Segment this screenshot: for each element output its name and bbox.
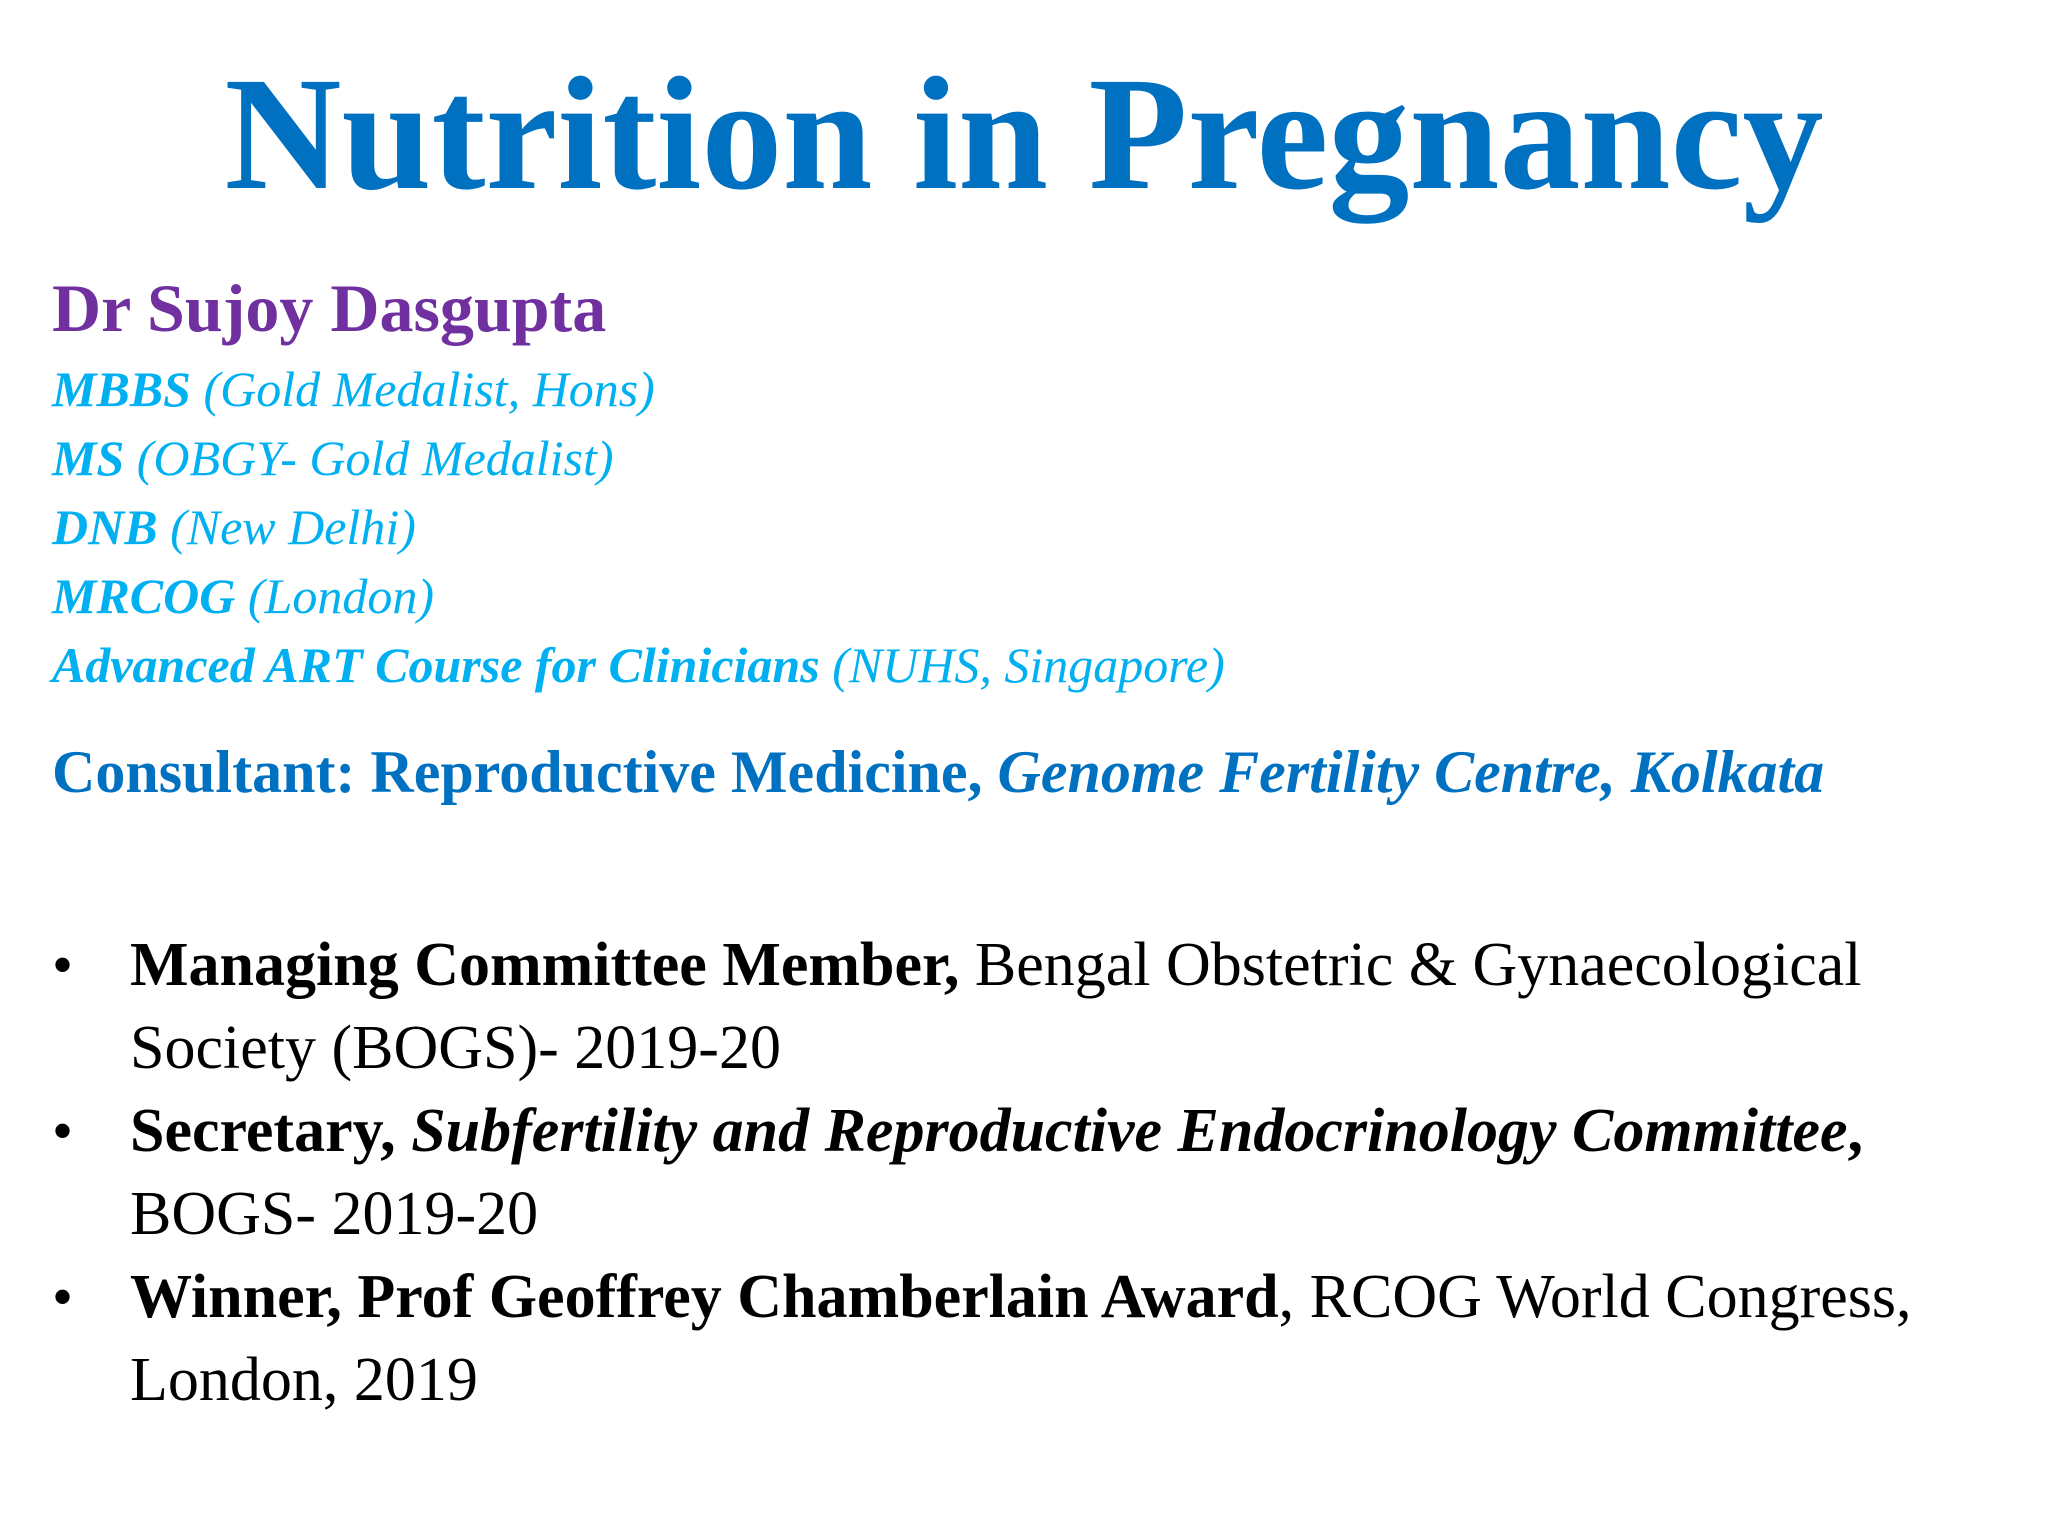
achievement-detail: BOGS- 2019-20: [130, 1180, 539, 1248]
slide-title: Nutrition in Pregnancy: [224, 45, 1824, 224]
qualification-item: [52, 562, 1225, 631]
qualification-degree: Advanced ART Course for Clinicians: [52, 637, 820, 693]
bullet-symbol: •: [52, 1264, 74, 1330]
qualification-degree: MRCOG: [52, 568, 236, 624]
qualification-degree: DNB: [52, 499, 158, 555]
achievement-item: [52, 924, 1952, 1090]
qualification-item: [52, 424, 1225, 493]
qualification-item: [52, 493, 1225, 562]
achievement-title: Secretary,: [130, 1097, 412, 1165]
consultant-position: [52, 730, 1952, 814]
qualification-detail: (OBGY- Gold Medalist): [124, 430, 614, 486]
consultant-organization: Genome Fertility Centre, Kolkata: [997, 739, 1825, 805]
achievement-item: [52, 1090, 1952, 1256]
achievement-item: [52, 1256, 1952, 1422]
achievement-title: Managing Committee Member,: [130, 931, 960, 999]
qualification-item: [52, 631, 1225, 700]
qualification-item: [52, 355, 1225, 424]
achievement-committee: Subfertility and Reproductive Endocrinology Committee: [411, 1097, 1848, 1165]
bullet-symbol: •: [52, 932, 74, 998]
qualification-detail: (London): [235, 568, 434, 624]
author-name: Dr Sujoy Dasgupta: [52, 270, 607, 346]
qualification-detail: (New Delhi): [157, 499, 416, 555]
qualification-detail: (NUHS, Singapore): [819, 637, 1225, 693]
achievement-title: Winner, Prof Geoffrey Chamberlain Award: [130, 1263, 1279, 1331]
qualification-degree: MS: [52, 430, 125, 486]
achievements-list: [52, 924, 1952, 1422]
qualifications-list: [52, 355, 1225, 700]
qualification-detail: (Gold Medalist, Hons): [190, 361, 655, 417]
achievement-punctuation: ,: [1847, 1097, 1864, 1165]
bullet-symbol: •: [52, 1098, 74, 1164]
achievement-detail: , RCOG World Congress, London, 2019: [130, 1263, 1912, 1414]
qualification-degree: MBBS: [52, 361, 191, 417]
consultant-role: Consultant: Reproductive Medicine,: [52, 739, 998, 805]
achievement-detail: Bengal Obstetric & Gynaecological Society (BOGS)- 2019-20: [130, 931, 1862, 1082]
